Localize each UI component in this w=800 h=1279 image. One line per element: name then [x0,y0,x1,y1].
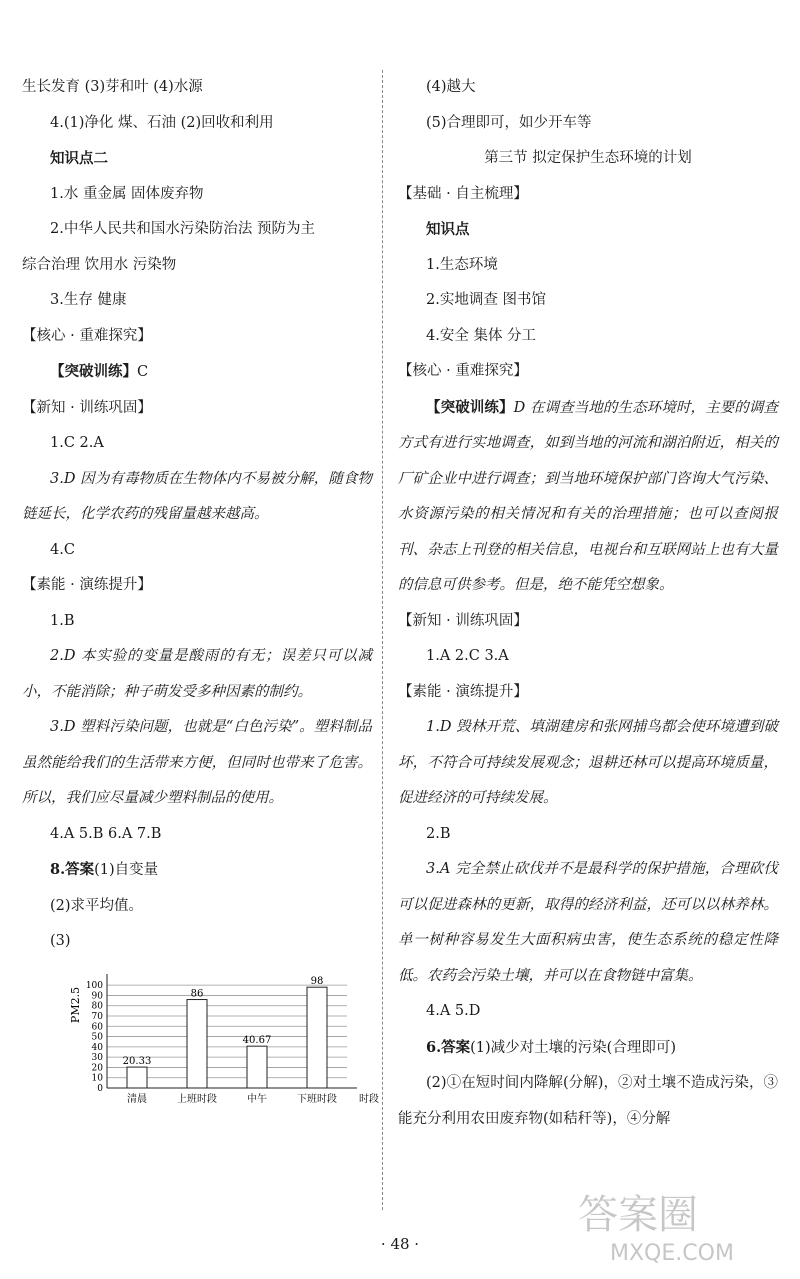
answer-label: 6.答案 [426,1038,471,1056]
y-tick-label: 70 [91,1011,103,1022]
explanation-paragraph [398,390,778,604]
explanation-paragraph: (2)①在短时间内降解(分解)，②对土壤不造成污染，③能充分利用农田废弃物(如秸秆等)，④分解 [398,1075,778,1127]
section-heading: 知识点 [426,221,470,238]
answer-line: 4.(1)净化 煤、石油 (2)回收和利用 [50,114,274,131]
answer-line: 2.实地调查 图书馆 [426,292,546,308]
explanation-text: D 在调查当地的生态环境时，主要的调查方式有进行实地调查，如到当地的河流和湖泊附近，相关的厂矿企业中进行调查；到当地环境保护部门咨询大气污染、水资源污染的相关情况和有关的治理措施；也可以查阅报刊、杂志上刊登的相关信息，电视台和互联网站上也有大量的信息可供参考。但是，绝不能凭空想象。 [398,399,779,593]
answer-value: C [137,364,149,380]
explanation-paragraph: 2.D 本实验的变量是酸雨的有无；误差只可以减小，不能消除；种子萌发受多种因素的制约。 [22,648,372,700]
y-tick-label: 0 [97,1083,103,1094]
y-tick-label: 40 [91,1042,103,1053]
answer-line [22,354,372,391]
y-tick-label: 60 [91,1021,103,1032]
y-tick-label: 90 [91,990,103,1001]
x-tick-label: 清晨 [127,1093,147,1105]
answer-line: 4.C [50,541,75,558]
section-title: 第三节 拟定保护生态环境的计划 [484,150,692,166]
section-tag: 【核心 · 重难探究】 [398,363,528,379]
answer-line: 1.水 重金属 固体废弃物 [50,185,204,202]
x-tick-label: 上班时段 [177,1093,217,1105]
column-divider [382,70,383,1210]
answer-line: 综合治理 饮用水 污染物 [22,256,177,273]
bar [187,999,207,1087]
chart-svg [22,962,379,1112]
answer-line: 1.B [50,612,75,629]
answer-line: 3.生存 健康 [50,292,127,308]
bar-value-label: 20.33 [122,1055,152,1067]
section-tag: 【素能 · 演练提升】 [22,577,152,593]
answer-line [398,1030,778,1067]
explanation-paragraph: 3.A 完全禁止砍伐并不是最科学的保护措施，合理砍伐可以促进森林的更新，取得的经济利益，还可以以林养林。单一树种容易发生大面积病虫害，使生态系统的稳定性降低。农药会污染土壤，并可以在食物链中富集。 [398,861,778,984]
answer-line: 1.A 2.C 3.A [426,648,509,664]
section-tag: 【素能 · 演练提升】 [398,683,528,700]
watermark-logo [560,1180,790,1270]
section-tag: 【核心 · 重难探究】 [22,327,152,344]
x-tick-label: 中午 [247,1093,267,1105]
answer-line: (2)求平均值。 [50,897,144,914]
answer-value: (1)自变量 [94,862,159,878]
answer-line: (4)越大 [426,79,476,95]
left-column [22,70,379,1116]
section-tag: 【基础 · 自主梳理】 [398,185,528,202]
bar [247,1046,267,1088]
right-column [398,70,778,1137]
section-tag: 【新知 · 训练巩固】 [22,399,152,416]
bar-value-label: 86 [190,988,204,1000]
watermark-url: MXQE.COM [610,1241,734,1266]
answer-value: (1)减少对土壤的污染(合理即可) [470,1039,676,1056]
answer-label: 8.答案 [50,861,95,878]
answer-line: 2.B [426,825,451,842]
bar-value-label: 40.67 [242,1034,272,1046]
page-number: · 48 · [380,1235,420,1253]
y-tick-label: 80 [91,1001,103,1012]
section-heading: 知识点二 [50,150,108,167]
breakthrough-label: 【突破训练】 [50,363,137,380]
x-axis-label: 时段 [359,1093,379,1105]
explanation-paragraph: 3.D 塑料污染问题，也就是“白色污染”。塑料制品虽然能给我们的生活带来方便，但同时也带来了危害。所以，我们应尽量减少塑料制品的使用。 [22,719,372,806]
answer-line: (3) [50,933,71,949]
bar [127,1067,147,1088]
y-tick-label: 50 [91,1032,103,1043]
answer-line: 1.生态环境 [426,256,498,273]
y-axis-label: PM2.5 [69,986,82,1023]
explanation-paragraph: 3.D 因为有毒物质在生物体内不易被分解，随食物链延长，化学农药的残留量越来越高。 [22,470,372,522]
x-tick-label: 下班时段 [297,1093,337,1105]
answer-line: 4.A 5.B 6.A 7.B [50,825,162,842]
explanation-paragraph: 1.D 毁林开荒、填湖建房和张网捕鸟都会使环境遭到破坏，不符合可持续发展观念；退耕还林可以提高环境质量，促进经济的可持续发展。 [398,719,778,806]
answer-line: 4.安全 集体 分工 [426,327,537,344]
answer-line: 4.A 5.D [426,1003,481,1019]
answer-line: 2.中华人民共和国水污染防治法 预防为主 [50,221,315,237]
y-tick-label: 100 [85,980,103,991]
answer-line: (5)合理即可，如少开车等 [426,114,592,131]
y-tick-label: 20 [91,1062,103,1073]
bar-value-label: 98 [310,975,324,987]
answer-line: 生长发育 (3)芽和叶 (4)水源 [22,79,203,95]
answer-line [22,852,372,889]
y-tick-label: 30 [91,1052,103,1063]
y-tick-label: 10 [91,1073,103,1084]
bar [307,987,327,1088]
pm25-bar-chart [22,962,379,1116]
watermark-text: 答案圈 [578,1192,698,1238]
section-tag: 【新知 · 训练巩固】 [398,612,528,629]
answer-line: 1.C 2.A [50,435,104,451]
breakthrough-label: 【突破训练】 [426,398,514,416]
